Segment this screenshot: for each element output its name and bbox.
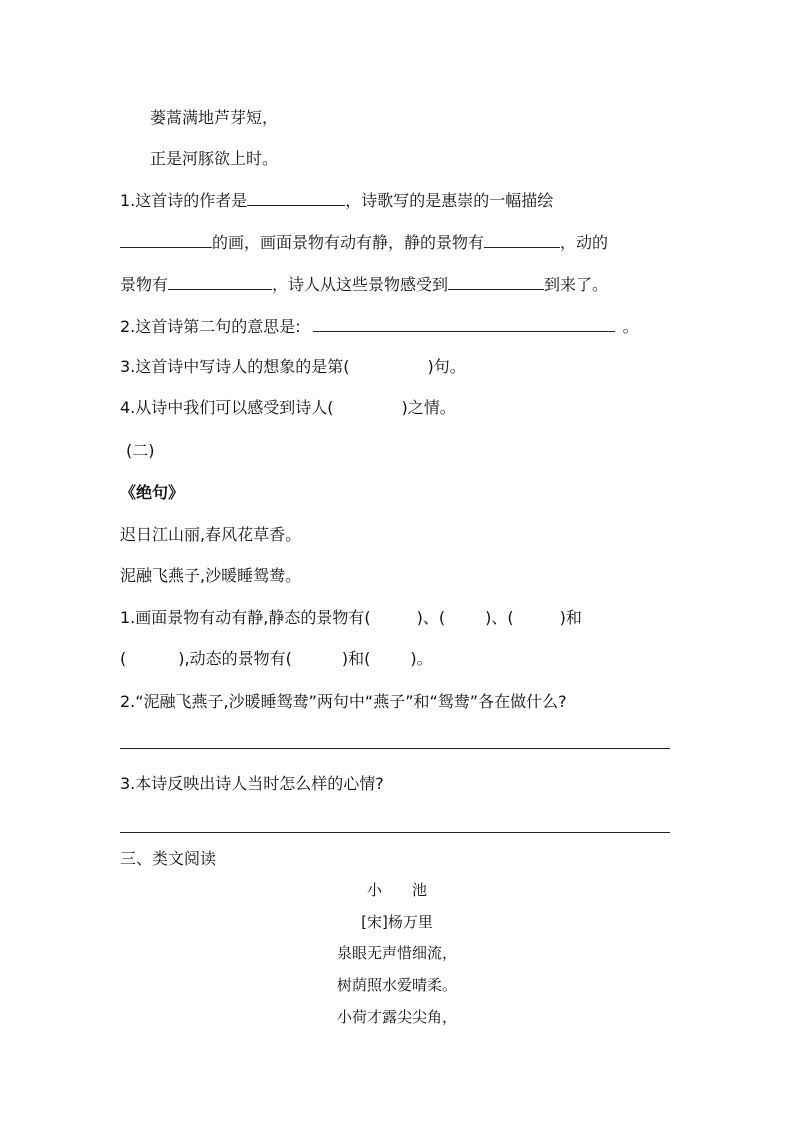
answer-line[interactable] [120, 832, 670, 833]
question-1-line-2 [120, 232, 608, 253]
section-2-question-3: 3.本诗反映出诗人当时怎么样的心情? [120, 774, 384, 793]
poem-title: 《绝句》 [120, 483, 185, 502]
section-2-question-2: 2.“泥融飞燕子,沙暖睡鸳鸯”两句中“燕子”和“鸳鸯”各在做什么? [120, 692, 567, 711]
poem-line: 正是河豚欲上时。 [150, 149, 279, 168]
question-text: 到来了。 [544, 275, 609, 294]
moving-scenery-blank[interactable] [168, 274, 272, 290]
painting-blank[interactable] [120, 232, 212, 248]
author-blank[interactable] [247, 190, 345, 206]
question-text: ，诗歌写的是惠崇的一幅描绘 [345, 191, 554, 210]
question-text: 2.这首诗第二句的意思是: [120, 317, 301, 336]
poem-line: 树荫照水爱晴柔。 [336, 976, 457, 994]
question-text: 。 [622, 317, 639, 336]
static-scenery-blank[interactable] [484, 232, 560, 248]
question-text: 1.画面景物有动有静,静态的景物有( [120, 608, 371, 627]
section-2-question-1-line-1 [120, 608, 582, 628]
poem-line: 泥融飞燕子,沙暖睡鸳鸯。 [120, 566, 302, 585]
season-blank[interactable] [448, 274, 544, 290]
question-text: 的画，画面景物有动有静，静的景物有 [212, 233, 485, 252]
question-text: )。 [410, 649, 433, 668]
answer-line[interactable] [120, 748, 670, 749]
question-text: 4.从诗中我们可以感受到诗人( [120, 398, 334, 417]
question-1-line-3 [120, 274, 608, 295]
poem-line: 蒌蒿满地芦芽短， [150, 108, 279, 127]
question-text: ，动的 [560, 233, 609, 252]
question-3 [120, 357, 466, 377]
question-text: )之情。 [401, 398, 456, 417]
poem-line: 泉眼无声惜细流， [336, 944, 457, 962]
question-1-line-1 [120, 190, 553, 211]
poem-line: 迟日江山丽,春风花草香。 [120, 525, 302, 544]
poem-title: 小 池 [366, 881, 427, 899]
section-2-question-1-line-2 [120, 649, 433, 669]
question-text: ，诗人从这些景物感受到 [272, 275, 449, 294]
question-text: 景物有 [120, 275, 169, 294]
section-label: (二) [126, 441, 155, 460]
poem-author: [宋]杨万里 [361, 913, 433, 931]
section-heading: 三、类文阅读 [120, 849, 217, 868]
question-text: )句。 [427, 357, 466, 376]
question-text: )和 [559, 608, 582, 627]
question-text: ),动态的景物有( [178, 649, 292, 668]
question-text: 1.这首诗的作者是 [120, 191, 248, 210]
question-text: )、( [485, 608, 514, 627]
question-text: 3.这首诗中写诗人的想象的是第( [120, 357, 350, 376]
question-text: )和( [341, 649, 371, 668]
question-2 [120, 316, 639, 337]
meaning-blank[interactable] [313, 316, 615, 332]
question-4 [120, 398, 456, 418]
poem-line: 小荷才露尖尖角， [336, 1008, 457, 1026]
question-text: ( [120, 649, 127, 668]
question-text: )、( [416, 608, 446, 627]
